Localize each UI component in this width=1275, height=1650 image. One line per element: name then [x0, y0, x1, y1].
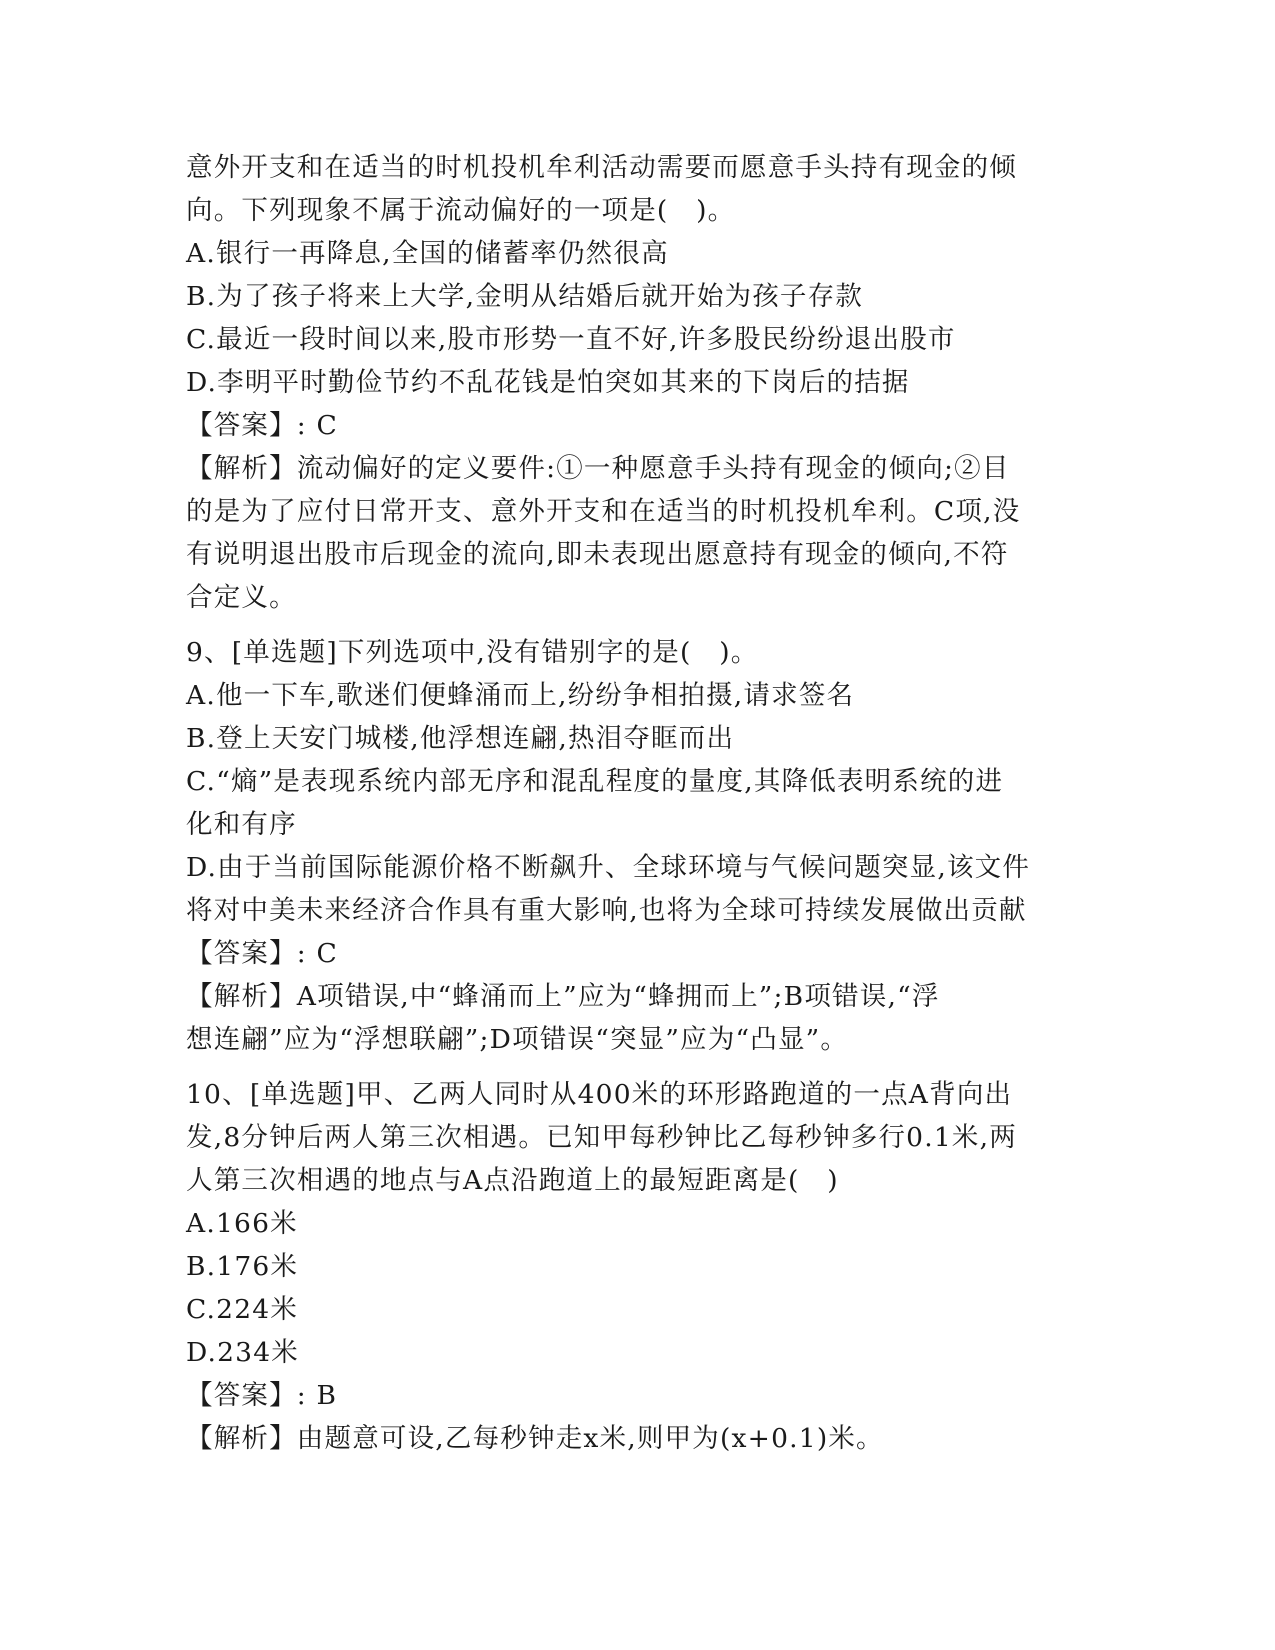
question-8-analysis-line-1: 【解析】流动偏好的定义要件:①一种愿意手头持有现金的倾向;②目	[186, 453, 1010, 484]
question-8-stem-line-2: 向。下列现象不属于流动偏好的一项是( )。	[186, 195, 736, 226]
question-10-stem-line-3: 人第三次相遇的地点与A点沿跑道上的最短距离是( )	[186, 1165, 839, 1196]
question-10-answer: 【答案】: B	[186, 1380, 338, 1411]
question-8-option-d: D.李明平时勤俭节约不乱花钱是怕突如其来的下岗后的拮据	[186, 367, 910, 398]
question-9-option-a: A.他一下车,歌迷们便蜂涌而上,纷纷争相拍摄,请求签名	[186, 680, 855, 711]
question-9	[186, 631, 1066, 1061]
question-9-answer: 【答案】: C	[186, 938, 339, 969]
question-8-answer: 【答案】: C	[186, 410, 339, 441]
question-9-option-c-line-1: C.“熵”是表现系统内部无序和混乱程度的量度,其降低表明系统的进	[186, 766, 1004, 797]
question-8-option-c: C.最近一段时间以来,股市形势一直不好,许多股民纷纷退出股市	[186, 324, 956, 355]
question-10-option-b: B.176米	[186, 1251, 299, 1282]
question-8-analysis-line-2: 的是为了应付日常开支、意外开支和在适当的时机投机牟利。C项,没	[186, 496, 1021, 527]
question-9-option-d-line-1: D.由于当前国际能源价格不断飙升、全球环境与气候问题突显,该文件	[186, 852, 1031, 883]
question-10-option-d: D.234米	[186, 1337, 300, 1368]
question-10-stem-line-1: 10、[单选题]甲、乙两人同时从400米的环形路跑道的一点A背向出	[186, 1079, 1013, 1110]
question-9-option-d-line-2: 将对中美未来经济合作具有重大影响,也将为全球可持续发展做出贡献	[186, 895, 1027, 926]
question-8-analysis-line-3: 有说明退出股市后现金的流向,即未表现出愿意持有现金的倾向,不符	[186, 539, 1009, 570]
question-10-analysis-line-1: 【解析】由题意可设,乙每秒钟走x米,则甲为(x+0.1)米。	[186, 1423, 884, 1454]
question-10-stem-line-2: 发,8分钟后两人第三次相遇。已知甲每秒钟比乙每秒钟多行0.1米,两	[186, 1122, 1017, 1153]
question-9-analysis-line-2: 想连翩”应为“浮想联翩”;D项错误“突显”应为“凸显”。	[186, 1024, 849, 1055]
question-8-option-b: B.为了孩子将来上大学,金明从结婚后就开始为孩子存款	[186, 281, 864, 312]
question-9-option-c-line-2: 化和有序	[186, 809, 297, 840]
document-body	[186, 146, 1066, 1460]
question-10-option-c: C.224米	[186, 1294, 299, 1325]
question-9-stem-line-1: 9、[单选题]下列选项中,没有错别字的是( )。	[186, 637, 759, 668]
question-9-option-b: B.登上天安门城楼,他浮想连翩,热泪夺眶而出	[186, 723, 735, 754]
question-8-option-a: A.银行一再降息,全国的储蓄率仍然很高	[186, 238, 669, 269]
question-10	[186, 1073, 1066, 1460]
question-8-analysis-line-4: 合定义。	[186, 582, 297, 613]
question-8-stem-line-1: 意外开支和在适当的时机投机牟利活动需要而愿意手头持有现金的倾	[186, 152, 1017, 183]
question-8	[186, 146, 1066, 619]
question-9-analysis-line-1: 【解析】A项错误,中“蜂涌而上”应为“蜂拥而上”;B项错误,“浮	[186, 981, 940, 1012]
question-10-option-a: A.166米	[186, 1208, 298, 1239]
